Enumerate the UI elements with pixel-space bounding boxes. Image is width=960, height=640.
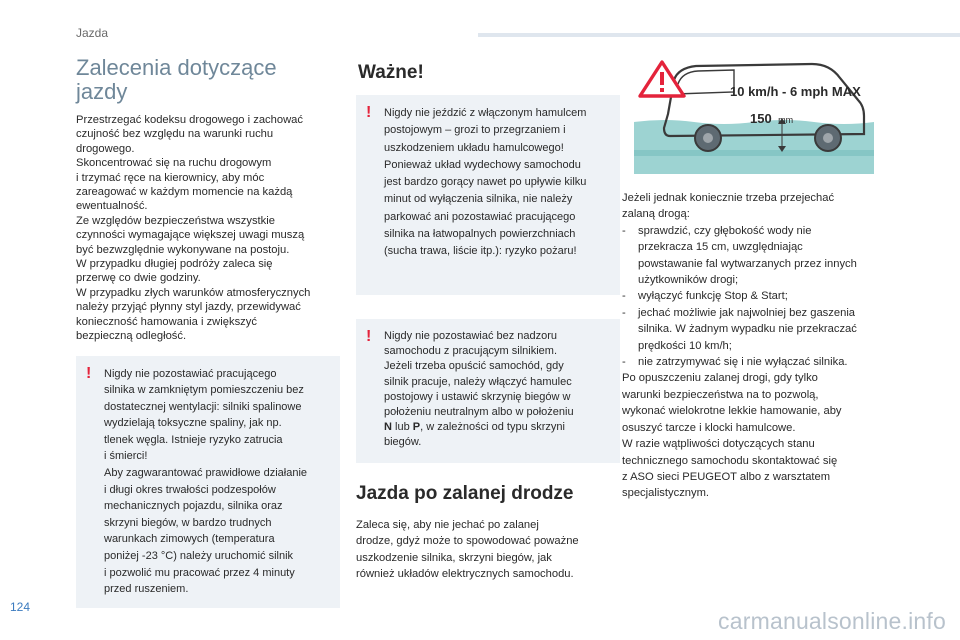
right-body [622,190,914,502]
left-column [76,56,340,608]
paragraph: Skoncentrować się na ruchu drogowym i trzymać ręce na kierownicy, aby móc zareagować w każdym momencie na każdą ewentualność. [76,157,293,213]
list-item: - nie zatrzymywać się i nie wyłączać silnika. [622,356,848,369]
right-column [622,56,914,502]
intro-text: Jeżeli jednak koniecznie trzeba przejechać zalaną drogą: [622,192,835,221]
flooded-road-figure [634,56,874,174]
warning-exclamation-icon: ! [86,364,92,382]
note-text: Nigdy nie pozostawiać bez nadzoru samochodu z pracującym silnikiem. Jeżeli trzeba opuścić samochód, gdy silnik pracuje, należy włączyć hamulec postojowy i ustawić skrzynię biegów w położeniu neutralnym albo w położeniu N lub P, w zależności od typu skrzyni biegów. [384,330,574,449]
parking-brake-note [356,95,620,295]
contact-text: W razie wątpliwości dotyczących stanu technicznego samochodu skontaktować się z ASO sieci PEUGEOT albo z warsztatem specjalistycznym. [622,438,838,500]
water-depth-unit: mm [778,115,794,125]
driving-recommendations-title: Zalecenia dotyczące jazdy [76,55,277,104]
note-text: Nigdy nie jeździć z włączonym hamulcem postojowym – grozi to przegrzaniem i uszkodzeniem układu hamulcowego! Ponieważ układ wydechowy samochodu jest bardzo gorący nawet po upływie kilku minut od wyłączenia silnika, nie należy parkować ani pozostawiać pracującego silnika na łatwopalnych powierzchniach (sucha trawa, liście itp.): ryzyko pożaru! [384,107,587,258]
after-flood-text: Po opuszczeniu zalanej drogi, gdy tylko warunki bezpieczeństwa na to pozwolą, wykonać wielokrotne lekkie hamowanie, aby osuszyć tarcze i klocki hamulcowe. [622,372,842,434]
paragraph: Ze względów bezpieczeństwa wszystkie czynności wymagające większej uwagi muszą być bezwzględnie wykonywane na postoju. [76,214,305,256]
header-bar [478,33,960,37]
engine-warning-note [76,356,340,608]
watermark: carmanualsonline.info [718,608,946,634]
unattended-vehicle-note [356,319,620,463]
list-item: - sprawdzić, czy głębokość wody nie przekracza 15 cm, uwzględniając powstawanie fal wytwarzanych przez innych użytkowników drogi; [622,224,857,287]
paragraph: W przypadku długiej podróży zaleca się przerwę co dwie godziny. [76,258,273,285]
section-label: Jazda [76,26,109,40]
important-title: Ważne! [358,62,424,83]
list-item: - jechać możliwie jak najwolniej bez gaszenia silnika. W żadnym wypadku nie przekraczać prędkości 10 km/h; [622,306,857,352]
warning-exclamation-icon: ! [366,328,372,345]
speed-limit-label: 10 km/h - 6 mph MAX [730,84,861,99]
page-number: 124 [10,600,31,614]
warning-text: Nigdy nie pozostawiać pracującego silnika w zamkniętym pomieszczeniu bez dostatecznej wentylacji: silniki spalinowe wydzielają toksyczne spaliny, jak np. tlenek węgla. Istnieje ryzyko zatrucia i śmierci! Aby zagwarantować prawidłowe działanie i długi okres trwałości podzespołów mechanicznych pojazdu, silnika oraz skrzyni biegów, w bardzo trudnych warunkach zimowych (temperatura poniżej -23 °C) należy uruchomić silnik i pozwolić mu pracować przez 4 minuty przed ruszeniem. [104,367,308,596]
water-depth-value: 150 [750,111,772,126]
flooded-road-title: Jazda po zalanej drodze [356,482,574,504]
list-item: - wyłączyć funkcję Stop & Start; [622,290,788,303]
flood-text: Zaleca się, aby nie jechać po zalanej drodze, gdyż może to spowodować poważne uszkodzenie silnika, skrzyni biegów, jak również układów elektrycznych samochodu. [356,518,579,581]
middle-column [356,56,620,583]
paragraph: W przypadku złych warunków atmosferycznych należy przyjąć płynny styl jazdy, przewidywać konieczność hamowania i zwiększyć bezpieczną odległość. [76,286,311,343]
warning-exclamation-icon: ! [366,104,372,121]
paragraph: Przestrzegać kodeksu drogowego i zachować czujność bez względu na warunki ruchu drogowego. [76,114,303,155]
left-body [76,113,340,344]
